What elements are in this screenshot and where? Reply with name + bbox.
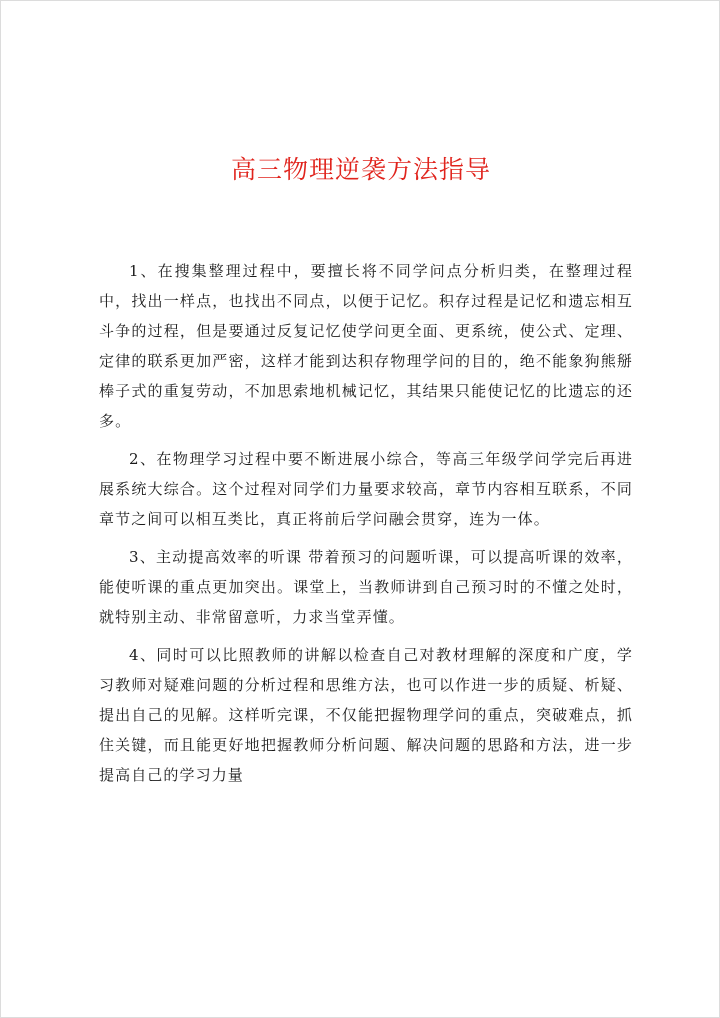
paragraph-4: 4、同时可以比照教师的讲解以检查自己对教材理解的深度和广度，学习教师对疑难问题的分析过程和思维方法，也可以作进一步的质疑、析疑、提出自己的见解。这样听完课，不仅能把握物理学问的重点，突破难点，抓住关键，而且能更好地把握教师分析问题、解决问题的思路和方法，进一步提高自己的学习力量 — [99, 646, 633, 784]
paragraph-2: 2、在物理学习过程中要不断进展小综合，等高三年级学问学完后再进展系统大综合。这个过程对同学们力量要求较高，章节内容相互联系，不同章节之间可以相互类比，真正将前后学问融会贯穿，连为一体。 — [99, 450, 633, 528]
paragraph-1: 1、在搜集整理过程中，要擅长将不同学问点分析归类，在整理过程中，找出一样点，也找出不同点，以便于记忆。积存过程是记忆和遗忘相互斗争的过程，但是要通过反复记忆使学问更全面、更系统，使公式、定理、定律的联系更加严密，这样才能到达积存物理学问的目的，绝不能象狗熊掰棒子式的重复劳动，不加思索地机械记忆，其结果只能使记忆的比遗忘的还多。 — [99, 262, 633, 430]
document-body — [99, 256, 633, 798]
paragraph-3: 3、主动提高效率的听课 带着预习的问题听课，可以提高听课的效率，能使听课的重点更加突出。课堂上，当教师讲到自己预习时的不懂之处时，就特别主动、非常留意听，力求当堂弄懂。 — [99, 548, 633, 626]
document-title: 高三物理逆袭方法指导 — [230, 155, 491, 184]
